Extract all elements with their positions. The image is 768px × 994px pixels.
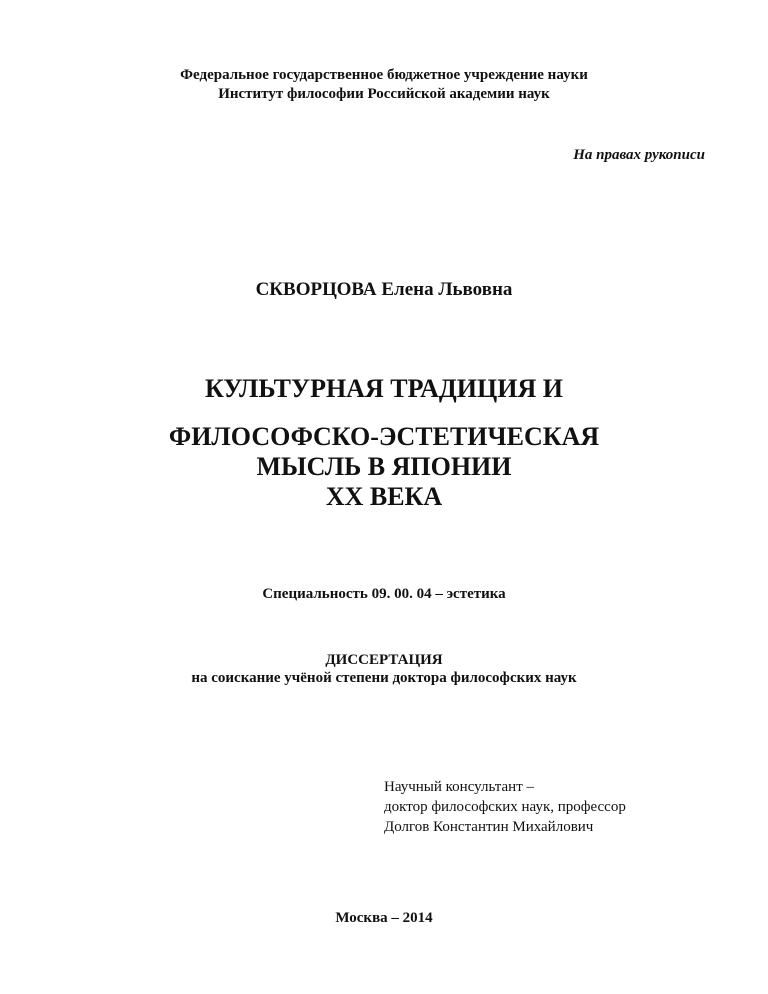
consultant-name: Долгов Константин Михайлович — [384, 819, 594, 835]
author-surname: СКВОРЦОВА — [255, 279, 377, 300]
city-year: Москва – 2014 — [335, 910, 433, 926]
institution-line-1: Федеральное государственное бюджетное учреждение науки — [180, 67, 588, 83]
title-line-2: ФИЛОСОФСКО-ЭСТЕТИЧЕСКАЯ — [168, 422, 600, 451]
consultant-credentials: доктор философских наук, профессор — [384, 799, 626, 815]
dissertation-title — [0, 374, 768, 512]
institution-line-2: Институт философии Российской академии наук — [218, 86, 550, 102]
dissertation-purpose: на соискание учёной степени доктора философских наук — [191, 670, 577, 686]
dissertation-heading: ДИССЕРТАЦИЯ — [325, 652, 443, 668]
institution-header — [0, 66, 768, 104]
consultant-role: Научный консультант – — [384, 779, 534, 795]
author-given-names: Елена Львовна — [381, 279, 513, 300]
title-line-4: ХХ ВЕКА — [325, 482, 443, 511]
specialty: Специальность 09. 00. 04 – эстетика — [262, 586, 506, 602]
scientific-consultant — [384, 777, 626, 837]
dissertation-type — [0, 651, 768, 687]
title-line-1: КУЛЬТУРНАЯ ТРАДИЦИЯ И — [205, 374, 563, 403]
manuscript-note: На правах рукописи — [573, 147, 705, 163]
title-line-3: МЫСЛЬ В ЯПОНИИ — [256, 452, 512, 481]
author-name — [0, 278, 768, 302]
